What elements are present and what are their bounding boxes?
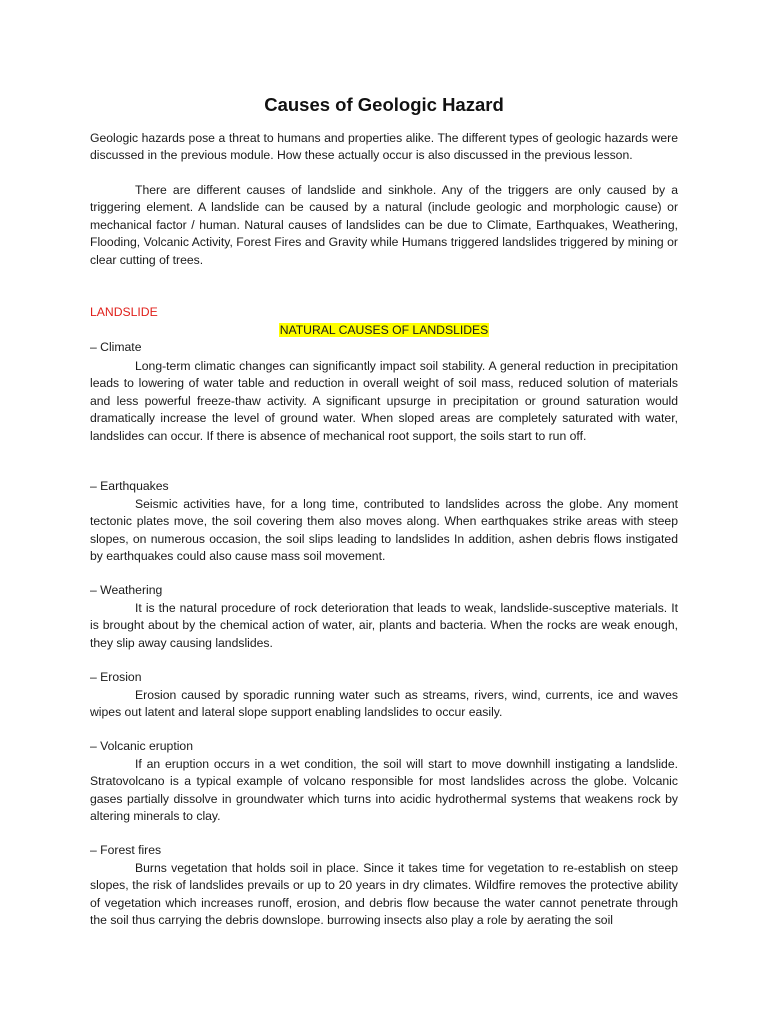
cause-heading-erosion: – Erosion: [90, 670, 142, 684]
cause-heading-earthquakes: – Earthquakes: [90, 479, 169, 493]
cause-body-weathering: It is the natural procedure of rock deterioration that leads to weak, landslide-susceptive materials. It is brought about by the chemical action of water, air, plants and bacteria. When the rocks are weak enough, they slip away causing landslides.: [90, 601, 678, 650]
cause-heading-weathering: – Weathering: [90, 583, 163, 597]
cause-body-volcanic-eruption: If an eruption occurs in a wet condition, the soil will start to move downhill instigating a landslide. Stratovolcano is a typical example of volcano responsible for most landslides across the globe. Volcanic gases partially dissolve in groundwater which turns into acidic hydrothermal systems that weakens rock by altering minerals to clay.: [90, 757, 678, 824]
cause-body-earthquakes: Seismic activities have, for a long time, contributed to landslides across the globe. Any moment tectonic plates move, the soil covering them also moves along. When earthquakes strike areas with steep slopes, on numerous occasion, the soil slips leading to landslides In addition, ashen debris flows instigated by earthquakes could also cause mass soil movement.: [90, 497, 678, 564]
highlighted-heading-container: [90, 322, 678, 339]
highlighted-heading: NATURAL CAUSES OF LANDSLIDES: [279, 323, 489, 337]
intro-paragraph-2: There are different causes of landslide and sinkhole. Any of the triggers are only caused by a triggering element. A landslide can be caused by a natural (include geologic and morphologic cause) or mechanical factor / human. Natural causes of landslides can be due to Climate, Earthquakes, Weathering, Flooding, Volcanic Activity, Forest Fires and Gravity while Humans triggered landslides triggered by mining or clear cutting of trees.: [90, 183, 678, 267]
cause-body-erosion: Erosion caused by sporadic running water such as streams, rivers, wind, currents, ice and waves wipes out latent and lateral slope support enabling landslides to occur easily.: [90, 688, 678, 720]
intro-paragraph-1: Geologic hazards pose a threat to humans and properties alike. The different types of geologic hazards were discussed in the previous module. How these actually occur is also discussed in the previous lesson.: [90, 131, 678, 163]
page-title: Causes of Geologic Hazard: [264, 94, 504, 115]
cause-body-climate: Long-term climatic changes can significantly impact soil stability. A general reduction in precipitation leads to lowering of water table and reduction in overall weight of soil mass, reduced solution of materials and less powerful freeze-thaw activity. A significant upsurge in precipitation or ground saturation would dramatically increase the level of ground water. When sloped areas are completely saturated with water, landslides can occur. If there is absence of mechanical root support, the soils start to run off.: [90, 359, 678, 443]
cause-heading-forest-fires: – Forest fires: [90, 843, 162, 857]
cause-heading-volcanic-eruption: – Volcanic eruption: [90, 739, 193, 753]
section-label-landslide: LANDSLIDE: [90, 305, 158, 319]
cause-heading-climate: – Climate: [90, 340, 142, 354]
cause-body-forest-fires: Burns vegetation that holds soil in place. Since it takes time for vegetation to re-establish on steep slopes, the risk of landslides prevails or up to 20 years in dry climates. Wildfire removes the protective ability of vegetation which increases runoff, erosion, and debris flow because the water cannot penetrate through the soil thus carrying the debris downslope. burrowing insects also play a role by aerating the soil: [90, 861, 678, 928]
